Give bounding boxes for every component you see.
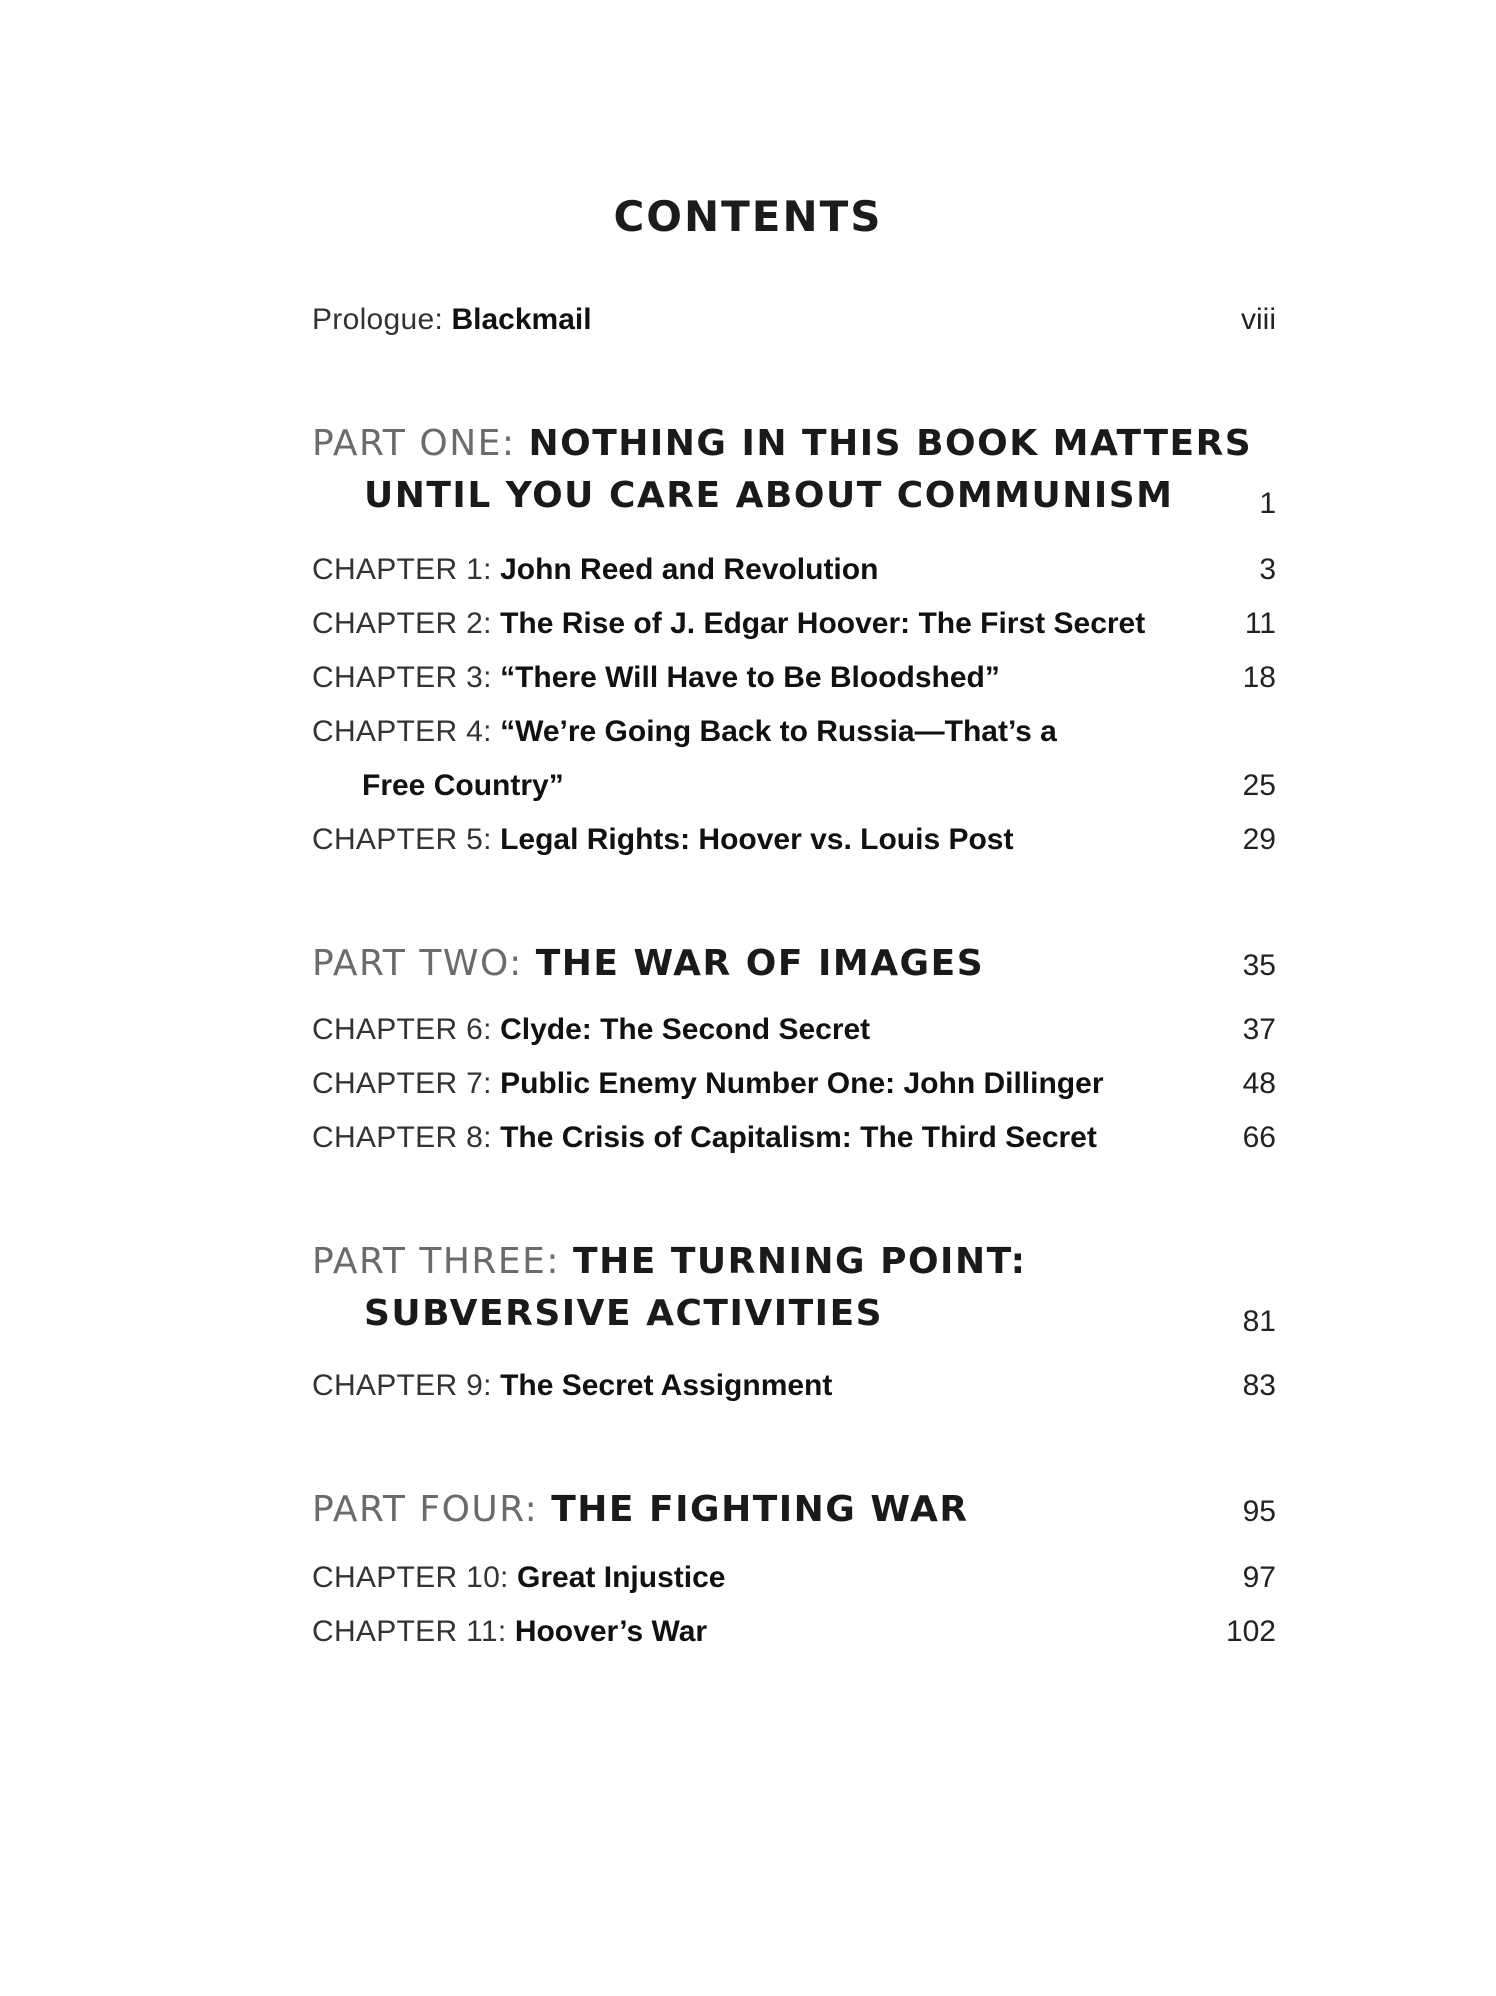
part-title: THE WAR OF IMAGES: [535, 943, 985, 984]
entry-name: Great Injustice: [517, 1561, 726, 1594]
entry-page: 25: [1242, 769, 1276, 802]
entry-page: 97: [1242, 1561, 1276, 1594]
page-title: CONTENTS: [613, 192, 883, 241]
toc-entry-chapter-4-continued[interactable]: [312, 758, 1276, 814]
part-label: PART ONE:: [312, 423, 516, 464]
entry-name: Hoover’s War: [514, 1615, 708, 1648]
toc-entry-chapter-2[interactable]: [312, 596, 1276, 652]
entry-page: 102: [1225, 1615, 1276, 1648]
entry-label: CHAPTER 11:: [312, 1615, 507, 1648]
toc-entry-chapter-4[interactable]: [312, 704, 1276, 760]
entry-name: Public Enemy Number One: John Dillinger: [500, 1067, 1104, 1100]
part-label: PART THREE:: [312, 1241, 561, 1282]
part-page: 1: [1259, 487, 1276, 520]
entry-name: Clyde: The Second Secret: [500, 1013, 871, 1046]
part-page: 95: [1242, 1495, 1276, 1528]
part-page: 35: [1242, 949, 1276, 982]
entry-name: “There Will Have to Be Bloodshed”: [500, 661, 1000, 694]
toc-part-four[interactable]: [312, 1484, 1276, 1536]
entry-page: 66: [1242, 1121, 1276, 1154]
part-title-continued: UNTIL YOU CARE ABOUT COMMUNISM: [364, 475, 1174, 516]
entry-label: CHAPTER 1:: [312, 553, 492, 586]
entry-label: CHAPTER 9:: [312, 1369, 492, 1402]
part-label: PART TWO:: [312, 943, 523, 984]
toc-entry-chapter-1[interactable]: [312, 542, 1276, 598]
entry-name: “We’re Going Back to Russia—That’s a: [500, 715, 1057, 748]
toc-entry-chapter-8[interactable]: [312, 1110, 1276, 1166]
entry-name: Blackmail: [451, 303, 592, 336]
entry-name: The Secret Assignment: [500, 1369, 833, 1402]
toc-part-one[interactable]: [312, 418, 1276, 522]
entry-page: 37: [1242, 1013, 1276, 1046]
toc-part-two[interactable]: [312, 938, 1276, 990]
entry-page: 83: [1242, 1369, 1276, 1402]
part-label: PART FOUR:: [312, 1489, 539, 1530]
entry-name: The Rise of J. Edgar Hoover: The First Secret: [500, 607, 1146, 640]
toc-entry-chapter-11[interactable]: [312, 1604, 1276, 1660]
toc-part-three[interactable]: [312, 1236, 1276, 1340]
part-title-continued: SUBVERSIVE ACTIVITIES: [364, 1293, 884, 1334]
entry-label: CHAPTER 4:: [312, 715, 492, 748]
entry-page: 11: [1244, 607, 1276, 640]
toc-entry-chapter-5[interactable]: [312, 812, 1276, 868]
entry-page: 29: [1242, 823, 1276, 856]
entry-label: CHAPTER 2:: [312, 607, 492, 640]
part-title: THE FIGHTING WAR: [551, 1489, 969, 1530]
entry-name: Legal Rights: Hoover vs. Louis Post: [500, 823, 1014, 856]
entry-label: CHAPTER 8:: [312, 1121, 492, 1154]
entry-page: viii: [1241, 303, 1276, 336]
entry-page: 3: [1259, 553, 1276, 586]
toc-entry-chapter-6[interactable]: [312, 1002, 1276, 1058]
entry-label: CHAPTER 7:: [312, 1067, 492, 1100]
entry-label: CHAPTER 5:: [312, 823, 492, 856]
entry-name-continued: Free Country”: [362, 769, 564, 802]
entry-page: 48: [1242, 1067, 1276, 1100]
part-page: 81: [1242, 1305, 1276, 1338]
entry-page: 18: [1242, 661, 1276, 694]
entry-name: John Reed and Revolution: [500, 553, 879, 586]
toc-entry-chapter-7[interactable]: [312, 1056, 1276, 1112]
entry-label: CHAPTER 3:: [312, 661, 492, 694]
entry-name: The Crisis of Capitalism: The Third Secret: [500, 1121, 1097, 1154]
toc-entry-chapter-10[interactable]: [312, 1550, 1276, 1606]
part-title: THE TURNING POINT:: [573, 1241, 1027, 1282]
toc-entry-chapter-9[interactable]: [312, 1358, 1276, 1414]
part-title: NOTHING IN THIS BOOK MATTERS: [528, 423, 1253, 464]
entry-label: CHAPTER 6:: [312, 1013, 492, 1046]
toc-entry-prologue[interactable]: [312, 292, 1276, 348]
entry-label: Prologue:: [312, 303, 444, 336]
entry-label: CHAPTER 10:: [312, 1561, 509, 1594]
toc-entry-chapter-3[interactable]: [312, 650, 1276, 706]
